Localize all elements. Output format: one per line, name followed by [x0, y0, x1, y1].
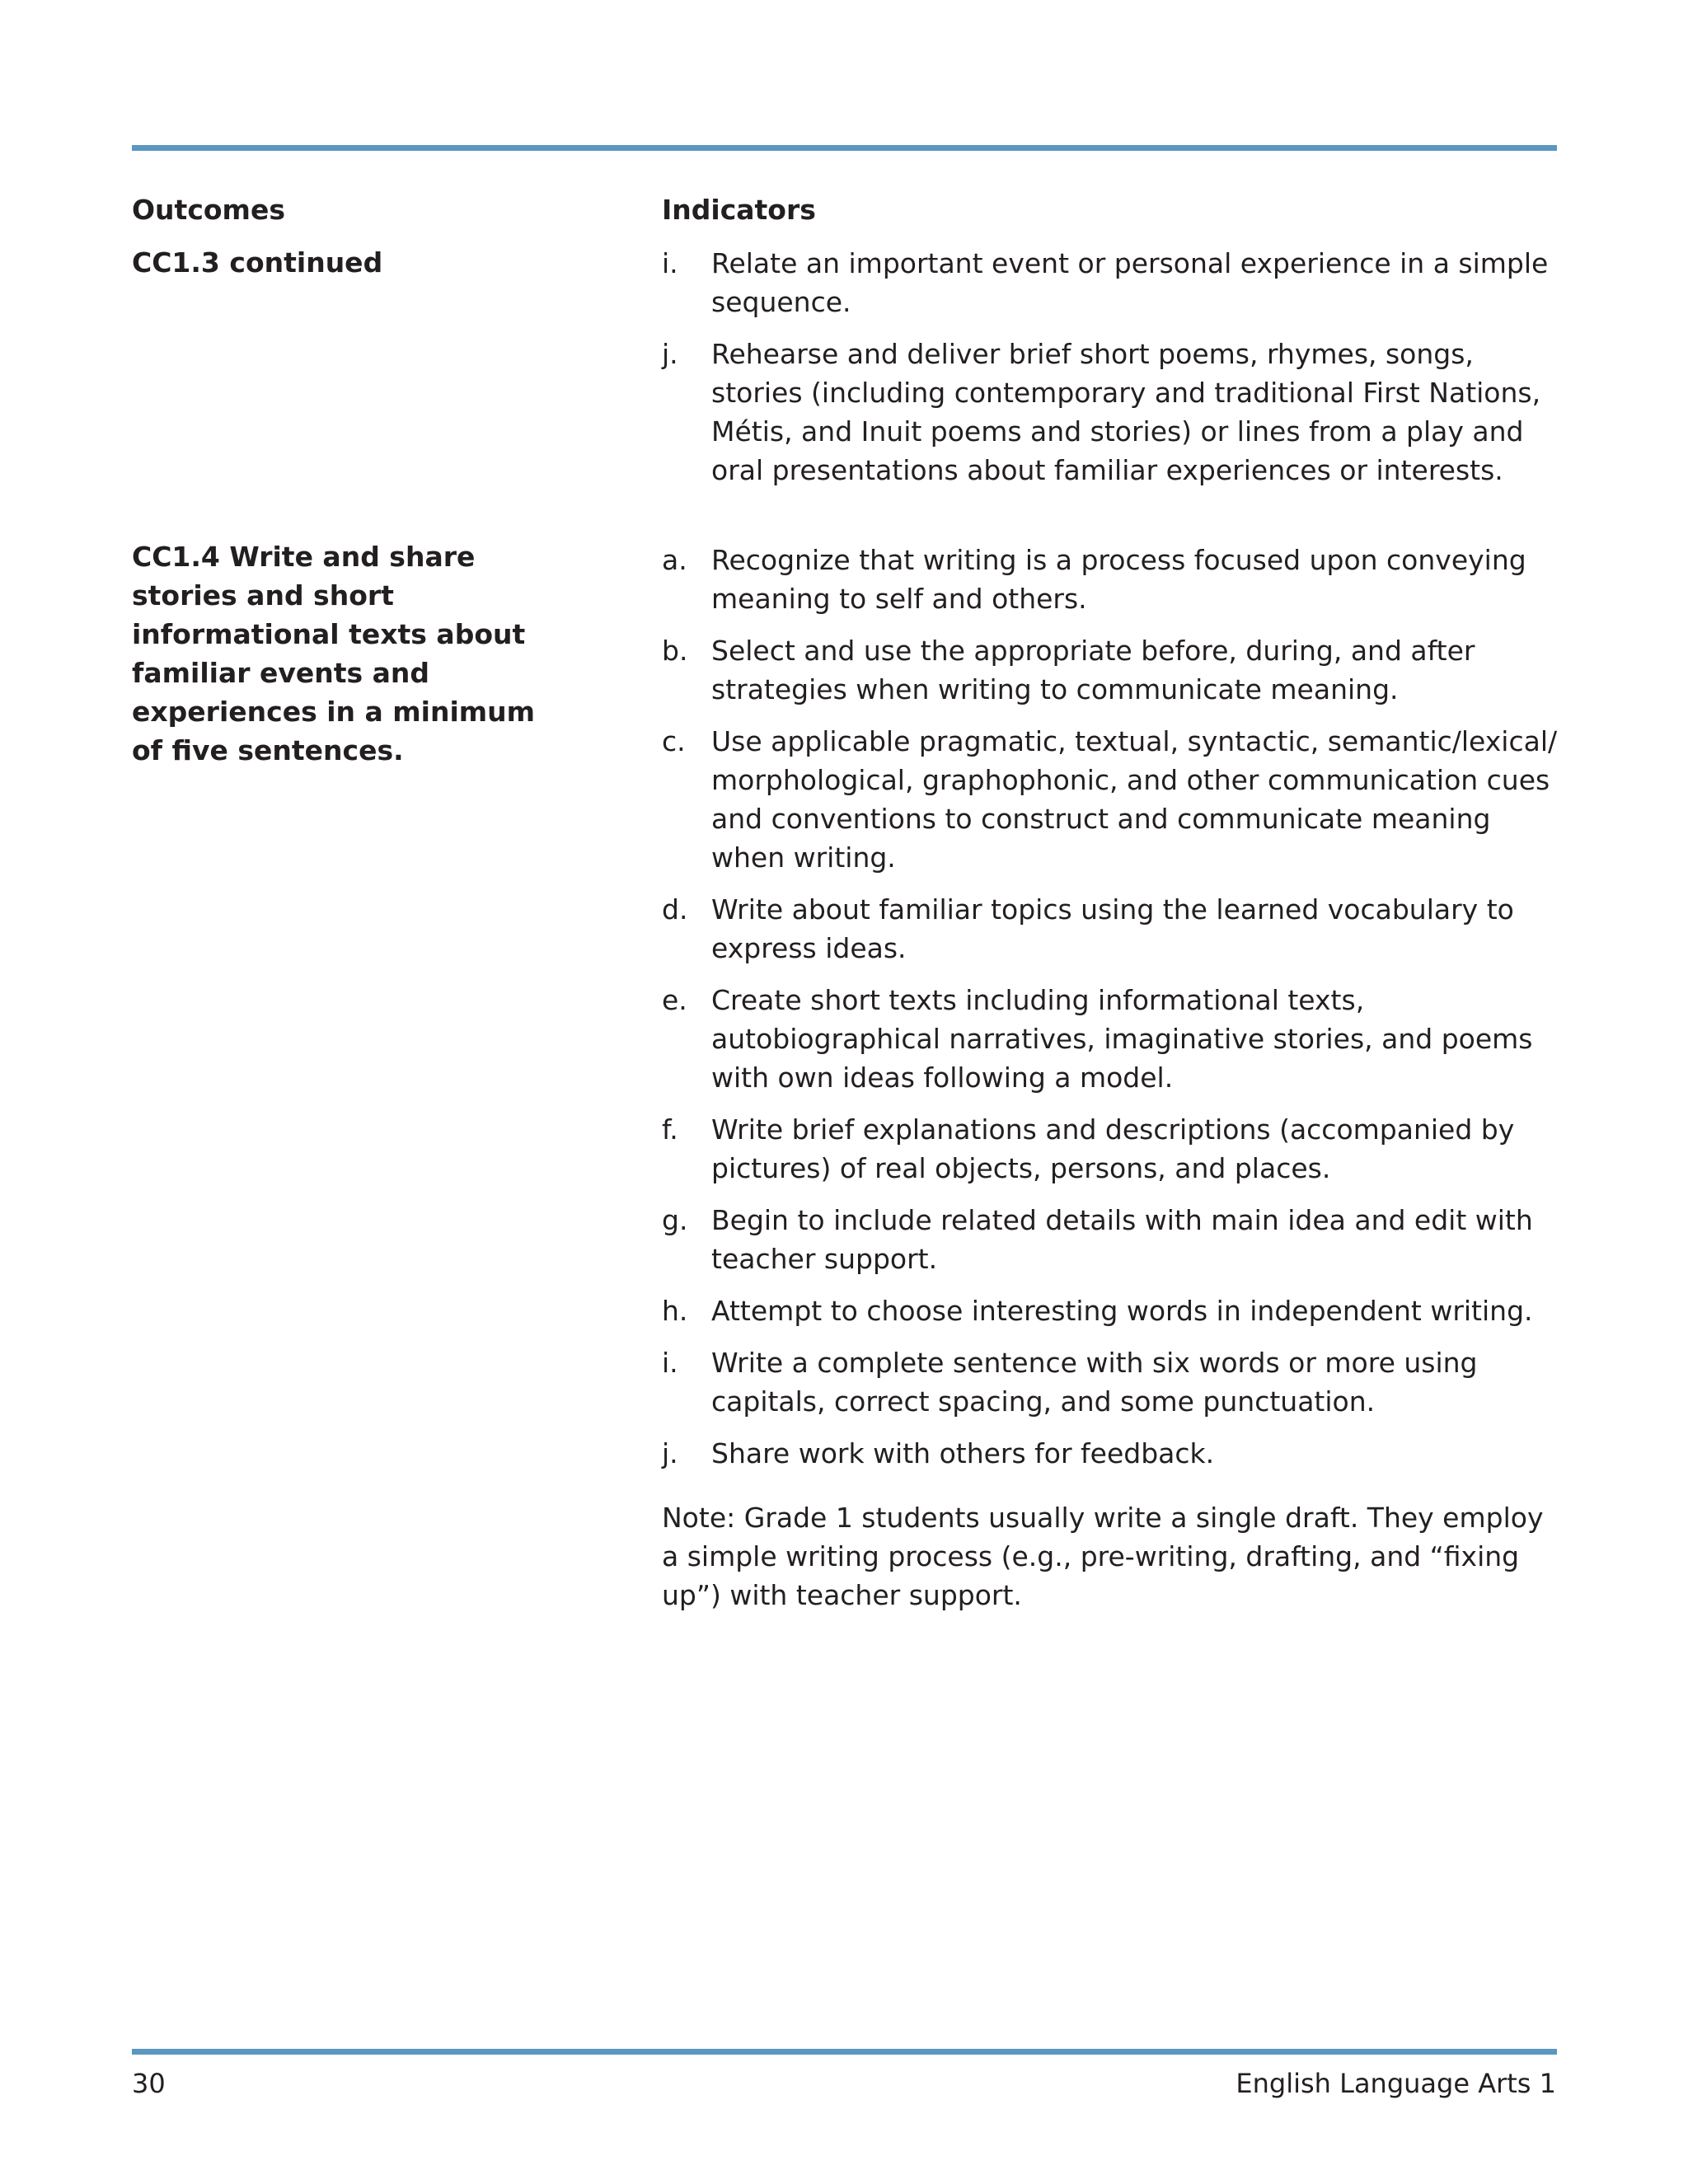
list-marker: a.: [662, 544, 687, 576]
list-item: [662, 1110, 1560, 1188]
list-item: [662, 890, 1560, 968]
list-marker: g.: [662, 1204, 688, 1236]
list-item: [662, 722, 1560, 877]
list-marker: c.: [662, 725, 686, 757]
list-marker: b.: [662, 635, 688, 667]
list-item: [662, 1201, 1560, 1278]
list-item-text: Write brief explanations and descriptions (accompanied by pictures) of real objects, persons, and places.: [711, 1113, 1515, 1184]
list-item-text: Select and use the appropriate before, during, and after strategies when writing to communicate meaning.: [711, 635, 1475, 705]
outcomes-column: [132, 191, 560, 766]
list-item: [662, 541, 1560, 618]
top-rule: [132, 145, 1557, 151]
list-item-text: Attempt to choose interesting words in independent writing.: [711, 1295, 1533, 1327]
list-item: [662, 1343, 1560, 1421]
footer-title: English Language Arts 1: [1236, 2068, 1556, 2099]
list-item-text: Begin to include related details with main idea and edit with teacher support.: [711, 1204, 1533, 1275]
list-marker: j.: [662, 1437, 678, 1469]
indicators-heading: Indicators: [662, 194, 816, 226]
cc14-indicator-list: [662, 541, 1560, 1486]
bottom-rule: [132, 2049, 1557, 2055]
list-item: [662, 1291, 1560, 1330]
outcome-cc13-continued: CC1.3 continued: [132, 246, 383, 279]
list-item-text: Rehearse and deliver brief short poems, rhymes, songs, stories (including contemporary and traditional First Nations, Métis, and Inuit poems and stories) or lines from a play and oral presentations about familiar experiences or interests.: [711, 338, 1541, 486]
list-item: [662, 981, 1560, 1097]
list-item-text: Share work with others for feedback.: [711, 1437, 1215, 1469]
outcome-cc14: CC1.4 Write and share stories and short informational texts about familiar events and experiences in a minimum of five sentences.: [132, 541, 536, 766]
list-item: [662, 1434, 1560, 1473]
list-marker: f.: [662, 1113, 678, 1146]
list-marker: i.: [662, 1347, 678, 1379]
list-item-text: Write a complete sentence with six words or more using capitals, correct spacing, and some punctuation.: [711, 1347, 1478, 1418]
list-marker: j.: [662, 338, 678, 370]
list-marker: h.: [662, 1295, 688, 1327]
list-item: [662, 335, 1560, 490]
list-item-text: Write about familiar topics using the learned vocabulary to express ideas.: [711, 893, 1514, 964]
list-item-text: Create short texts including informational texts, autobiographical narratives, imaginative stories, and poems with own ideas following a model.: [711, 984, 1533, 1094]
list-item-text: Relate an important event or personal experience in a simple sequence.: [711, 247, 1549, 318]
list-marker: d.: [662, 893, 688, 926]
list-item: [662, 631, 1560, 709]
cc13-indicator-list: [662, 244, 1560, 503]
note-paragraph: Note: Grade 1 students usually write a single draft. They employ a simple writing process (e.g., pre-writing, drafting, and “fixing up”) with teacher support.: [662, 1502, 1544, 1611]
list-item-text: Recognize that writing is a process focused upon conveying meaning to self and others.: [711, 544, 1526, 615]
list-item-text: Use applicable pragmatic, textual, syntactic, semantic/lexical/ morphological, graphophonic, and other communication cues and conventions to construct and communicate meaning when writing.: [711, 725, 1558, 874]
list-marker: i.: [662, 247, 678, 279]
outcomes-heading: Outcomes: [132, 194, 285, 226]
list-marker: e.: [662, 984, 687, 1016]
indicators-column: [662, 191, 1560, 1611]
list-item: [662, 244, 1560, 321]
page-number: 30: [132, 2068, 166, 2099]
